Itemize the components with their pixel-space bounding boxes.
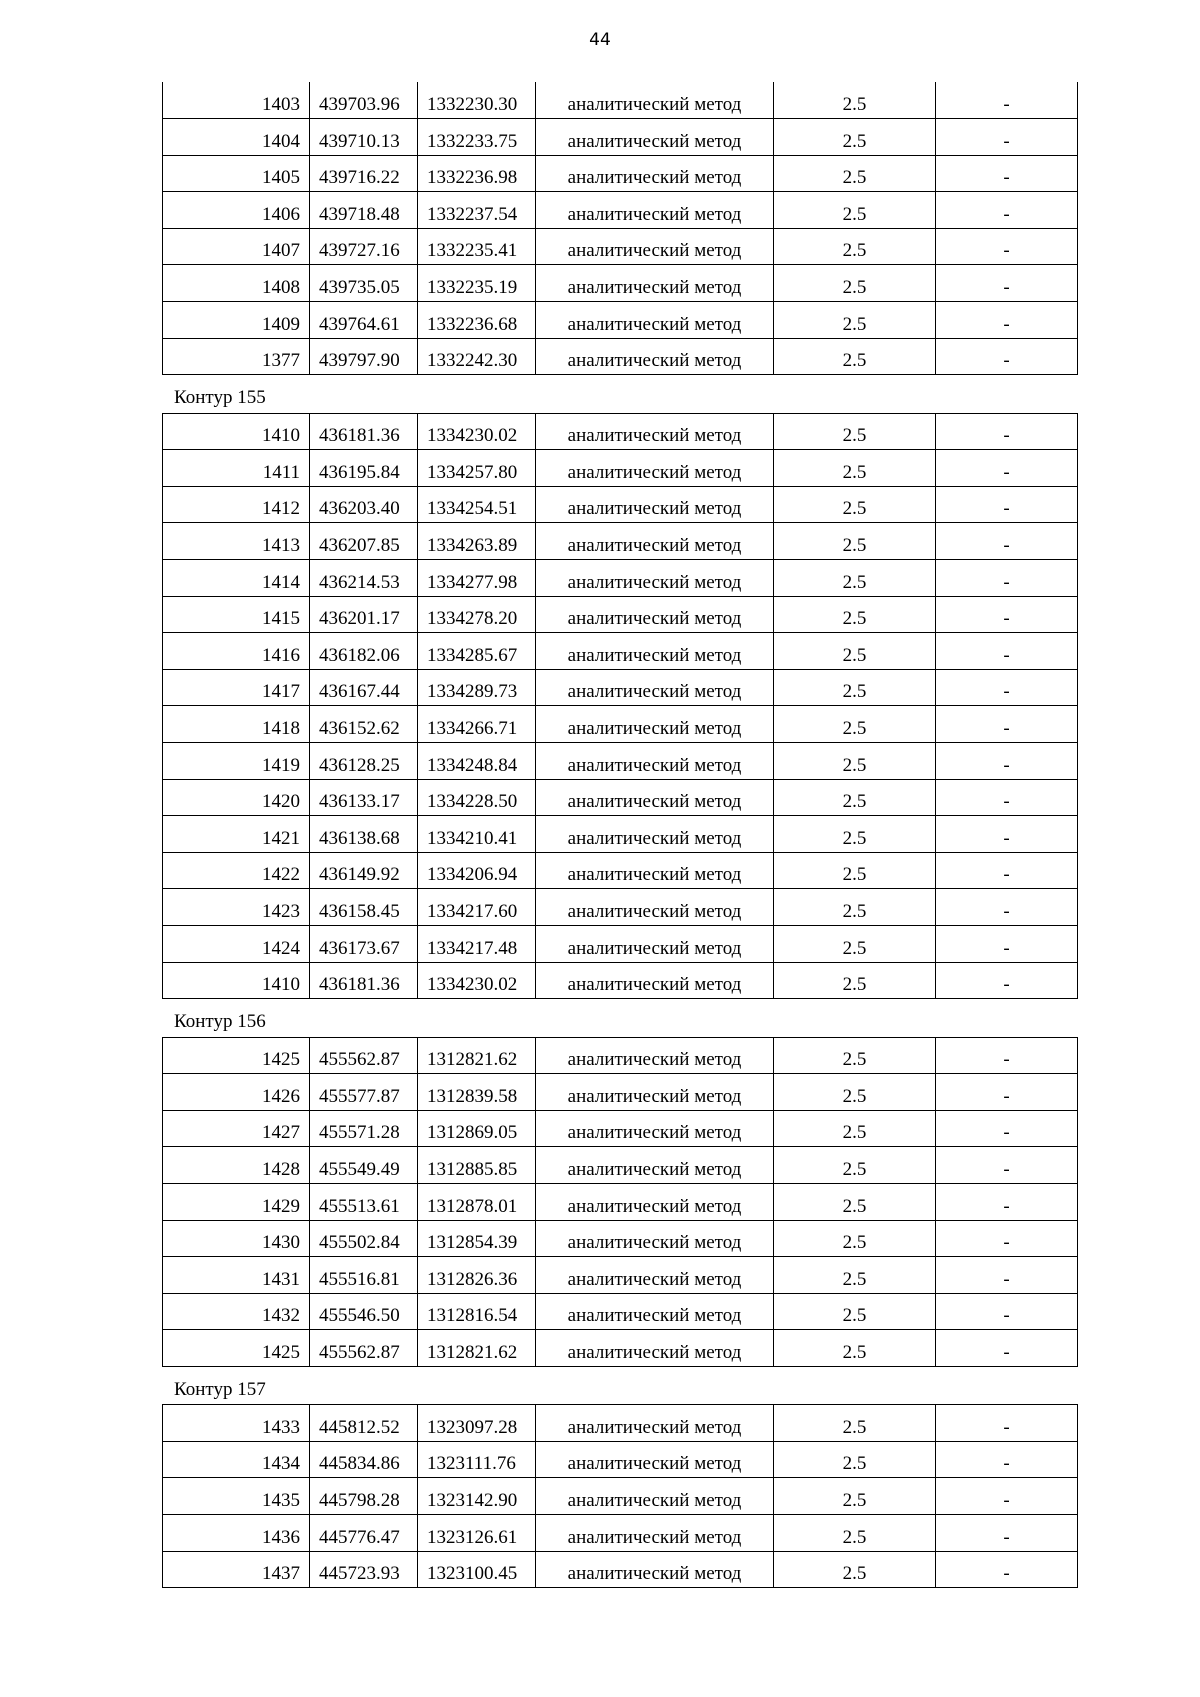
y-coordinate-cell: 1334266.71 xyxy=(418,706,536,743)
point-number-cell: 1410 xyxy=(163,962,310,999)
x-coordinate-cell: 455562.87 xyxy=(310,1330,418,1367)
x-coordinate-cell: 436214.53 xyxy=(310,560,418,597)
table-row xyxy=(163,1183,1078,1220)
precision-cell: 2.5 xyxy=(774,265,936,302)
table-row xyxy=(163,852,1078,889)
description-cell: - xyxy=(936,1220,1078,1257)
method-cell: аналитический метод xyxy=(536,1441,774,1478)
method-cell: аналитический метод xyxy=(536,669,774,706)
contour-label: Контур 157 xyxy=(174,1378,266,1400)
x-coordinate-cell: 455562.87 xyxy=(310,1037,418,1074)
method-cell: аналитический метод xyxy=(536,1330,774,1367)
coordinates-table xyxy=(162,1037,1078,1367)
method-cell: аналитический метод xyxy=(536,486,774,523)
x-coordinate-cell: 455513.61 xyxy=(310,1183,418,1220)
y-coordinate-cell: 1334285.67 xyxy=(418,633,536,670)
method-cell: аналитический метод xyxy=(536,265,774,302)
table-row xyxy=(163,706,1078,743)
table-row xyxy=(163,338,1078,375)
point-number-cell: 1428 xyxy=(163,1147,310,1184)
point-number-cell: 1412 xyxy=(163,486,310,523)
method-cell: аналитический метод xyxy=(536,1257,774,1294)
table-row xyxy=(163,1330,1078,1367)
x-coordinate-cell: 436203.40 xyxy=(310,486,418,523)
description-cell: - xyxy=(936,596,1078,633)
precision-cell: 2.5 xyxy=(774,1037,936,1074)
y-coordinate-cell: 1332235.19 xyxy=(418,265,536,302)
table-row xyxy=(163,1037,1078,1074)
x-coordinate-cell: 455546.50 xyxy=(310,1293,418,1330)
table-row xyxy=(163,1220,1078,1257)
y-coordinate-cell: 1323126.61 xyxy=(418,1515,536,1552)
point-number-cell: 1403 xyxy=(163,82,310,119)
precision-cell: 2.5 xyxy=(774,486,936,523)
precision-cell: 2.5 xyxy=(774,633,936,670)
method-cell: аналитический метод xyxy=(536,852,774,889)
y-coordinate-cell: 1334248.84 xyxy=(418,742,536,779)
description-cell: - xyxy=(936,816,1078,853)
table-row xyxy=(163,302,1078,339)
x-coordinate-cell: 436128.25 xyxy=(310,742,418,779)
description-cell: - xyxy=(936,265,1078,302)
description-cell: - xyxy=(936,633,1078,670)
precision-cell: 2.5 xyxy=(774,192,936,229)
x-coordinate-cell: 436181.36 xyxy=(310,413,418,450)
table-row xyxy=(163,560,1078,597)
precision-cell: 2.5 xyxy=(774,706,936,743)
y-coordinate-cell: 1332236.98 xyxy=(418,155,536,192)
description-cell: - xyxy=(936,413,1078,450)
table-row xyxy=(163,925,1078,962)
description-cell: - xyxy=(936,560,1078,597)
x-coordinate-cell: 436158.45 xyxy=(310,889,418,926)
method-cell: аналитический метод xyxy=(536,742,774,779)
method-cell: аналитический метод xyxy=(536,1478,774,1515)
precision-cell: 2.5 xyxy=(774,82,936,119)
point-number-cell: 1416 xyxy=(163,633,310,670)
method-cell: аналитический метод xyxy=(536,706,774,743)
point-number-cell: 1436 xyxy=(163,1515,310,1552)
y-coordinate-cell: 1334289.73 xyxy=(418,669,536,706)
coordinates-table xyxy=(162,82,1078,375)
point-number-cell: 1430 xyxy=(163,1220,310,1257)
point-number-cell: 1410 xyxy=(163,413,310,450)
description-cell: - xyxy=(936,742,1078,779)
y-coordinate-cell: 1334210.41 xyxy=(418,816,536,853)
method-cell: аналитический метод xyxy=(536,560,774,597)
y-coordinate-cell: 1332236.68 xyxy=(418,302,536,339)
point-number-cell: 1417 xyxy=(163,669,310,706)
method-cell: аналитический метод xyxy=(536,302,774,339)
description-cell: - xyxy=(936,1478,1078,1515)
point-number-cell: 1435 xyxy=(163,1478,310,1515)
description-cell: - xyxy=(936,706,1078,743)
description-cell: - xyxy=(936,889,1078,926)
method-cell: аналитический метод xyxy=(536,889,774,926)
description-cell: - xyxy=(936,82,1078,119)
method-cell: аналитический метод xyxy=(536,1515,774,1552)
method-cell: аналитический метод xyxy=(536,1293,774,1330)
precision-cell: 2.5 xyxy=(774,560,936,597)
method-cell: аналитический метод xyxy=(536,450,774,487)
table-row xyxy=(163,1515,1078,1552)
method-cell: аналитический метод xyxy=(536,1147,774,1184)
point-number-cell: 1424 xyxy=(163,925,310,962)
precision-cell: 2.5 xyxy=(774,1257,936,1294)
method-cell: аналитический метод xyxy=(536,228,774,265)
point-number-cell: 1408 xyxy=(163,265,310,302)
table-row xyxy=(163,1257,1078,1294)
y-coordinate-cell: 1334228.50 xyxy=(418,779,536,816)
y-coordinate-cell: 1312854.39 xyxy=(418,1220,536,1257)
y-coordinate-cell: 1334257.80 xyxy=(418,450,536,487)
coordinates-table xyxy=(162,1404,1078,1588)
description-cell: - xyxy=(936,1257,1078,1294)
table-row xyxy=(163,1074,1078,1111)
point-number-cell: 1411 xyxy=(163,450,310,487)
point-number-cell: 1422 xyxy=(163,852,310,889)
point-number-cell: 1413 xyxy=(163,523,310,560)
table-row xyxy=(163,228,1078,265)
point-number-cell: 1405 xyxy=(163,155,310,192)
precision-cell: 2.5 xyxy=(774,119,936,156)
x-coordinate-cell: 436173.67 xyxy=(310,925,418,962)
method-cell: аналитический метод xyxy=(536,338,774,375)
y-coordinate-cell: 1334263.89 xyxy=(418,523,536,560)
y-coordinate-cell: 1323100.45 xyxy=(418,1551,536,1588)
method-cell: аналитический метод xyxy=(536,1110,774,1147)
precision-cell: 2.5 xyxy=(774,1183,936,1220)
point-number-cell: 1425 xyxy=(163,1330,310,1367)
table-row xyxy=(163,1441,1078,1478)
method-cell: аналитический метод xyxy=(536,523,774,560)
table-row xyxy=(163,779,1078,816)
y-coordinate-cell: 1334217.60 xyxy=(418,889,536,926)
x-coordinate-cell: 445834.86 xyxy=(310,1441,418,1478)
description-cell: - xyxy=(936,669,1078,706)
point-number-cell: 1415 xyxy=(163,596,310,633)
point-number-cell: 1423 xyxy=(163,889,310,926)
precision-cell: 2.5 xyxy=(774,596,936,633)
y-coordinate-cell: 1332242.30 xyxy=(418,338,536,375)
table-row xyxy=(163,265,1078,302)
contour-label: Контур 156 xyxy=(174,1011,266,1033)
x-coordinate-cell: 436138.68 xyxy=(310,816,418,853)
description-cell: - xyxy=(936,1147,1078,1184)
x-coordinate-cell: 436133.17 xyxy=(310,779,418,816)
method-cell: аналитический метод xyxy=(536,1405,774,1442)
precision-cell: 2.5 xyxy=(774,1405,936,1442)
method-cell: аналитический метод xyxy=(536,779,774,816)
page-number: 44 xyxy=(589,30,611,50)
y-coordinate-cell: 1312885.85 xyxy=(418,1147,536,1184)
description-cell: - xyxy=(936,338,1078,375)
x-coordinate-cell: 439703.96 xyxy=(310,82,418,119)
point-number-cell: 1414 xyxy=(163,560,310,597)
precision-cell: 2.5 xyxy=(774,1478,936,1515)
x-coordinate-cell: 436207.85 xyxy=(310,523,418,560)
precision-cell: 2.5 xyxy=(774,413,936,450)
method-cell: аналитический метод xyxy=(536,192,774,229)
x-coordinate-cell: 445798.28 xyxy=(310,1478,418,1515)
table-row xyxy=(163,192,1078,229)
y-coordinate-cell: 1312878.01 xyxy=(418,1183,536,1220)
precision-cell: 2.5 xyxy=(774,1110,936,1147)
method-cell: аналитический метод xyxy=(536,1183,774,1220)
table-row xyxy=(163,1147,1078,1184)
x-coordinate-cell: 436182.06 xyxy=(310,633,418,670)
table-row xyxy=(163,1110,1078,1147)
method-cell: аналитический метод xyxy=(536,82,774,119)
description-cell: - xyxy=(936,1330,1078,1367)
method-cell: аналитический метод xyxy=(536,413,774,450)
table-row xyxy=(163,669,1078,706)
method-cell: аналитический метод xyxy=(536,1037,774,1074)
precision-cell: 2.5 xyxy=(774,1551,936,1588)
point-number-cell: 1431 xyxy=(163,1257,310,1294)
point-number-cell: 1406 xyxy=(163,192,310,229)
x-coordinate-cell: 436181.36 xyxy=(310,962,418,999)
method-cell: аналитический метод xyxy=(536,925,774,962)
point-number-cell: 1420 xyxy=(163,779,310,816)
table-row xyxy=(163,633,1078,670)
point-number-cell: 1377 xyxy=(163,338,310,375)
method-cell: аналитический метод xyxy=(536,596,774,633)
method-cell: аналитический метод xyxy=(536,119,774,156)
y-coordinate-cell: 1332233.75 xyxy=(418,119,536,156)
coordinates-document xyxy=(162,82,1077,1588)
y-coordinate-cell: 1334230.02 xyxy=(418,413,536,450)
precision-cell: 2.5 xyxy=(774,852,936,889)
y-coordinate-cell: 1312816.54 xyxy=(418,1293,536,1330)
x-coordinate-cell: 439727.16 xyxy=(310,228,418,265)
precision-cell: 2.5 xyxy=(774,228,936,265)
table-row xyxy=(163,119,1078,156)
y-coordinate-cell: 1334206.94 xyxy=(418,852,536,889)
description-cell: - xyxy=(936,779,1078,816)
y-coordinate-cell: 1332237.54 xyxy=(418,192,536,229)
y-coordinate-cell: 1312821.62 xyxy=(418,1330,536,1367)
precision-cell: 2.5 xyxy=(774,1441,936,1478)
precision-cell: 2.5 xyxy=(774,816,936,853)
description-cell: - xyxy=(936,302,1078,339)
x-coordinate-cell: 455549.49 xyxy=(310,1147,418,1184)
table-row xyxy=(163,82,1078,119)
point-number-cell: 1433 xyxy=(163,1405,310,1442)
x-coordinate-cell: 439797.90 xyxy=(310,338,418,375)
coordinates-table xyxy=(162,413,1078,1000)
y-coordinate-cell: 1334277.98 xyxy=(418,560,536,597)
description-cell: - xyxy=(936,1405,1078,1442)
y-coordinate-cell: 1323142.90 xyxy=(418,1478,536,1515)
description-cell: - xyxy=(936,1441,1078,1478)
point-number-cell: 1418 xyxy=(163,706,310,743)
y-coordinate-cell: 1334230.02 xyxy=(418,962,536,999)
x-coordinate-cell: 455577.87 xyxy=(310,1074,418,1111)
point-number-cell: 1404 xyxy=(163,119,310,156)
x-coordinate-cell: 439735.05 xyxy=(310,265,418,302)
x-coordinate-cell: 436201.17 xyxy=(310,596,418,633)
point-number-cell: 1407 xyxy=(163,228,310,265)
table-row xyxy=(163,155,1078,192)
point-number-cell: 1426 xyxy=(163,1074,310,1111)
precision-cell: 2.5 xyxy=(774,1330,936,1367)
table-row xyxy=(163,1478,1078,1515)
method-cell: аналитический метод xyxy=(536,816,774,853)
method-cell: аналитический метод xyxy=(536,1551,774,1588)
table-row xyxy=(163,413,1078,450)
x-coordinate-cell: 439718.48 xyxy=(310,192,418,229)
contour-label: Контур 155 xyxy=(174,387,266,409)
description-cell: - xyxy=(936,155,1078,192)
point-number-cell: 1437 xyxy=(163,1551,310,1588)
description-cell: - xyxy=(936,192,1078,229)
precision-cell: 2.5 xyxy=(774,1515,936,1552)
table-row xyxy=(163,1551,1078,1588)
description-cell: - xyxy=(936,1074,1078,1111)
table-row xyxy=(163,1293,1078,1330)
description-cell: - xyxy=(936,450,1078,487)
table-row xyxy=(163,742,1078,779)
precision-cell: 2.5 xyxy=(774,962,936,999)
point-number-cell: 1409 xyxy=(163,302,310,339)
method-cell: аналитический метод xyxy=(536,1220,774,1257)
table-row xyxy=(163,523,1078,560)
method-cell: аналитический метод xyxy=(536,962,774,999)
y-coordinate-cell: 1323097.28 xyxy=(418,1405,536,1442)
y-coordinate-cell: 1334278.20 xyxy=(418,596,536,633)
precision-cell: 2.5 xyxy=(774,779,936,816)
precision-cell: 2.5 xyxy=(774,925,936,962)
table-row xyxy=(163,1405,1078,1442)
x-coordinate-cell: 439764.61 xyxy=(310,302,418,339)
point-number-cell: 1425 xyxy=(163,1037,310,1074)
precision-cell: 2.5 xyxy=(774,302,936,339)
description-cell: - xyxy=(936,1110,1078,1147)
x-coordinate-cell: 439710.13 xyxy=(310,119,418,156)
x-coordinate-cell: 445723.93 xyxy=(310,1551,418,1588)
y-coordinate-cell: 1332235.41 xyxy=(418,228,536,265)
y-coordinate-cell: 1323111.76 xyxy=(418,1441,536,1478)
y-coordinate-cell: 1312826.36 xyxy=(418,1257,536,1294)
point-number-cell: 1434 xyxy=(163,1441,310,1478)
point-number-cell: 1427 xyxy=(163,1110,310,1147)
x-coordinate-cell: 436149.92 xyxy=(310,852,418,889)
method-cell: аналитический метод xyxy=(536,155,774,192)
table-row xyxy=(163,962,1078,999)
x-coordinate-cell: 455571.28 xyxy=(310,1110,418,1147)
precision-cell: 2.5 xyxy=(774,523,936,560)
precision-cell: 2.5 xyxy=(774,669,936,706)
x-coordinate-cell: 445776.47 xyxy=(310,1515,418,1552)
description-cell: - xyxy=(936,852,1078,889)
description-cell: - xyxy=(936,486,1078,523)
point-number-cell: 1419 xyxy=(163,742,310,779)
x-coordinate-cell: 436195.84 xyxy=(310,450,418,487)
table-row xyxy=(163,596,1078,633)
description-cell: - xyxy=(936,1037,1078,1074)
y-coordinate-cell: 1334217.48 xyxy=(418,925,536,962)
description-cell: - xyxy=(936,1293,1078,1330)
y-coordinate-cell: 1312821.62 xyxy=(418,1037,536,1074)
precision-cell: 2.5 xyxy=(774,1147,936,1184)
precision-cell: 2.5 xyxy=(774,742,936,779)
point-number-cell: 1421 xyxy=(163,816,310,853)
point-number-cell: 1429 xyxy=(163,1183,310,1220)
description-cell: - xyxy=(936,228,1078,265)
y-coordinate-cell: 1312839.58 xyxy=(418,1074,536,1111)
table-row xyxy=(163,450,1078,487)
x-coordinate-cell: 455516.81 xyxy=(310,1257,418,1294)
y-coordinate-cell: 1312869.05 xyxy=(418,1110,536,1147)
description-cell: - xyxy=(936,1515,1078,1552)
description-cell: - xyxy=(936,119,1078,156)
table-row xyxy=(163,889,1078,926)
precision-cell: 2.5 xyxy=(774,450,936,487)
description-cell: - xyxy=(936,925,1078,962)
table-row xyxy=(163,816,1078,853)
y-coordinate-cell: 1334254.51 xyxy=(418,486,536,523)
x-coordinate-cell: 436152.62 xyxy=(310,706,418,743)
x-coordinate-cell: 445812.52 xyxy=(310,1405,418,1442)
point-number-cell: 1432 xyxy=(163,1293,310,1330)
precision-cell: 2.5 xyxy=(774,1220,936,1257)
description-cell: - xyxy=(936,1551,1078,1588)
precision-cell: 2.5 xyxy=(774,1293,936,1330)
description-cell: - xyxy=(936,962,1078,999)
table-row xyxy=(163,486,1078,523)
precision-cell: 2.5 xyxy=(774,338,936,375)
description-cell: - xyxy=(936,1183,1078,1220)
x-coordinate-cell: 439716.22 xyxy=(310,155,418,192)
precision-cell: 2.5 xyxy=(774,1074,936,1111)
precision-cell: 2.5 xyxy=(774,889,936,926)
precision-cell: 2.5 xyxy=(774,155,936,192)
x-coordinate-cell: 455502.84 xyxy=(310,1220,418,1257)
method-cell: аналитический метод xyxy=(536,1074,774,1111)
method-cell: аналитический метод xyxy=(536,633,774,670)
description-cell: - xyxy=(936,523,1078,560)
x-coordinate-cell: 436167.44 xyxy=(310,669,418,706)
y-coordinate-cell: 1332230.30 xyxy=(418,82,536,119)
